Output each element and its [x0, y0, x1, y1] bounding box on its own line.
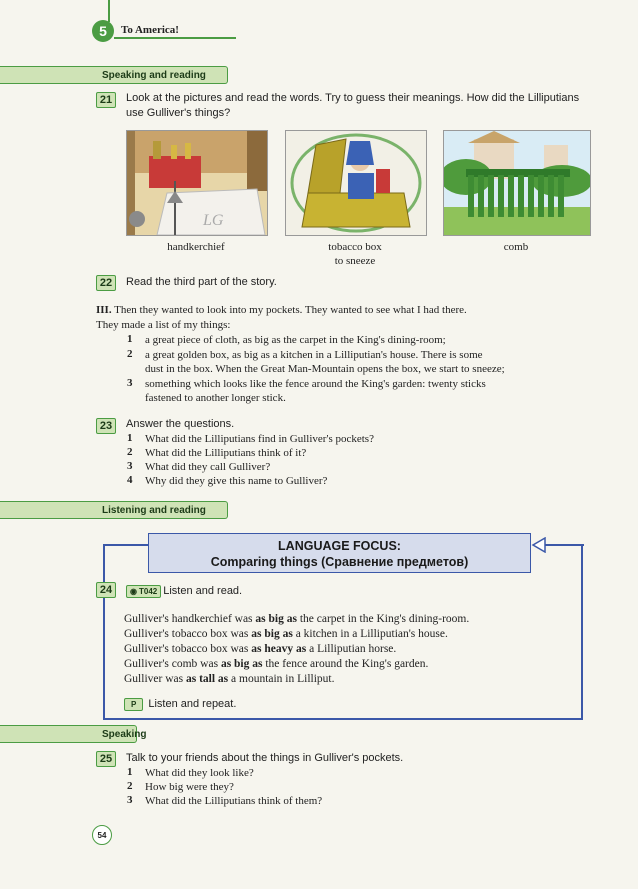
- listen-repeat-row: [124, 697, 236, 712]
- unit-number-badge: 5: [92, 20, 114, 42]
- handkerchief-picture: [126, 130, 268, 236]
- unit-rule: [108, 0, 110, 22]
- caption-tobacco-box: tobacco box: [328, 241, 382, 253]
- exercise-24-instruction: Listen and read.: [163, 585, 243, 597]
- comparison-sentence: Gulliver's comb was as big as the fence around the King's garden.: [124, 658, 429, 670]
- comb-picture: [443, 130, 591, 236]
- question-number: 4: [127, 474, 133, 486]
- caption-to-sneeze: to sneeze: [334, 255, 376, 267]
- story-intro-a: Then they wanted to look into my pockets. They wanted to see what I had there.: [114, 304, 467, 316]
- exercise-23-instruction: Answer the questions.: [126, 418, 235, 430]
- exercise-24-number: 24: [96, 582, 116, 598]
- question-text: What did the Lilliputians think of them?: [145, 795, 323, 807]
- unit-underline: [114, 37, 236, 39]
- disc-icon: ◉: [130, 587, 137, 596]
- caption-comb: comb: [503, 241, 529, 253]
- exercise-21-instruction: Look at the pictures and read the words. Try to guess their meanings. How did the Lilliputians use Gulliver's things?: [126, 92, 580, 119]
- unit-title: To America!: [121, 24, 179, 36]
- exercise-22-instruction: Read the third part of the story.: [126, 276, 277, 288]
- story-item-line: a great golden box, as big as a kitchen in a Lilliputian's house. There is some: [145, 349, 483, 361]
- comparison-sentence: Gulliver's tobacco box was as heavy as a Lilliputian horse.: [124, 643, 397, 655]
- question-text: What did the Lilliputians find in Gulliver's pockets?: [145, 433, 374, 445]
- question-text: What did the Lilliputians think of it?: [145, 447, 307, 459]
- comparison-sentence: Gulliver was as tall as a mountain in Lilliput.: [124, 673, 335, 685]
- language-focus-subtitle: Comparing things (Сравнение предметов): [210, 555, 469, 569]
- story-item-line: dust in the box. When the Great Man-Mountain opens the box, we start to sneeze;: [145, 363, 505, 375]
- caption-handkerchief: handkerchief: [167, 241, 225, 253]
- question-number: 1: [127, 432, 133, 444]
- story-item-line: fastened to another longer stick.: [145, 392, 286, 404]
- story-item-number: 1: [127, 333, 133, 345]
- story-item-number: 2: [127, 348, 133, 360]
- listen-repeat-text: Listen and repeat.: [148, 698, 237, 710]
- question-number: 3: [127, 794, 133, 806]
- language-focus-frame-top-left: [103, 544, 148, 546]
- story-item-line: a great piece of cloth, as big as the carpet in the King's dining-room;: [145, 334, 446, 346]
- story-intro-b: They made a list of my things:: [96, 319, 231, 331]
- arrow-left-icon: [531, 537, 547, 553]
- exercise-25-number: 25: [96, 751, 116, 767]
- audio-track-code: T042: [138, 587, 158, 596]
- question-text: What did they look like?: [145, 767, 254, 779]
- comparison-sentence: Gulliver's handkerchief was as big as the carpet in the King's dining-room.: [124, 613, 470, 625]
- section-speaking-reading: Speaking and reading: [0, 66, 228, 84]
- story-item-number: 3: [127, 377, 133, 389]
- exercise-25-instruction: Talk to your friends about the things in Gulliver's pockets.: [126, 752, 404, 764]
- section-listening-reading: Listening and reading: [0, 501, 228, 519]
- question-text: What did they call Gulliver?: [145, 461, 271, 473]
- language-focus-frame-top-right: [545, 544, 584, 546]
- language-focus-title: LANGUAGE FOCUS:: [278, 539, 401, 553]
- question-number: 3: [127, 460, 133, 472]
- story-item-line: something which looks like the fence around the King's garden: twenty sticks: [145, 378, 486, 390]
- exercise-23-number: 23: [96, 418, 116, 434]
- section-speaking: Speaking: [0, 725, 137, 743]
- question-number: 2: [127, 780, 133, 792]
- question-text: How big were they?: [145, 781, 234, 793]
- story-roman-numeral: III.: [96, 304, 112, 316]
- handkerchief-initials: LG: [203, 212, 224, 229]
- question-text: Why did they give this name to Gulliver?: [145, 475, 328, 487]
- audio-track-row: [126, 584, 242, 599]
- question-number: 2: [127, 446, 133, 458]
- comparison-sentence: Gulliver's tobacco box was as big as a kitchen in a Lilliputian's house.: [124, 628, 448, 640]
- language-focus-banner: [148, 533, 531, 573]
- story-intro-line: [96, 303, 590, 318]
- audio-track-badge[interactable]: [126, 585, 161, 598]
- page-number: 54: [92, 825, 112, 845]
- pronunciation-badge[interactable]: P: [124, 698, 143, 711]
- exercise-22-number: 22: [96, 275, 116, 291]
- question-number: 1: [127, 766, 133, 778]
- exercise-21-number: 21: [96, 92, 116, 108]
- tobacco-box-picture: [285, 130, 427, 236]
